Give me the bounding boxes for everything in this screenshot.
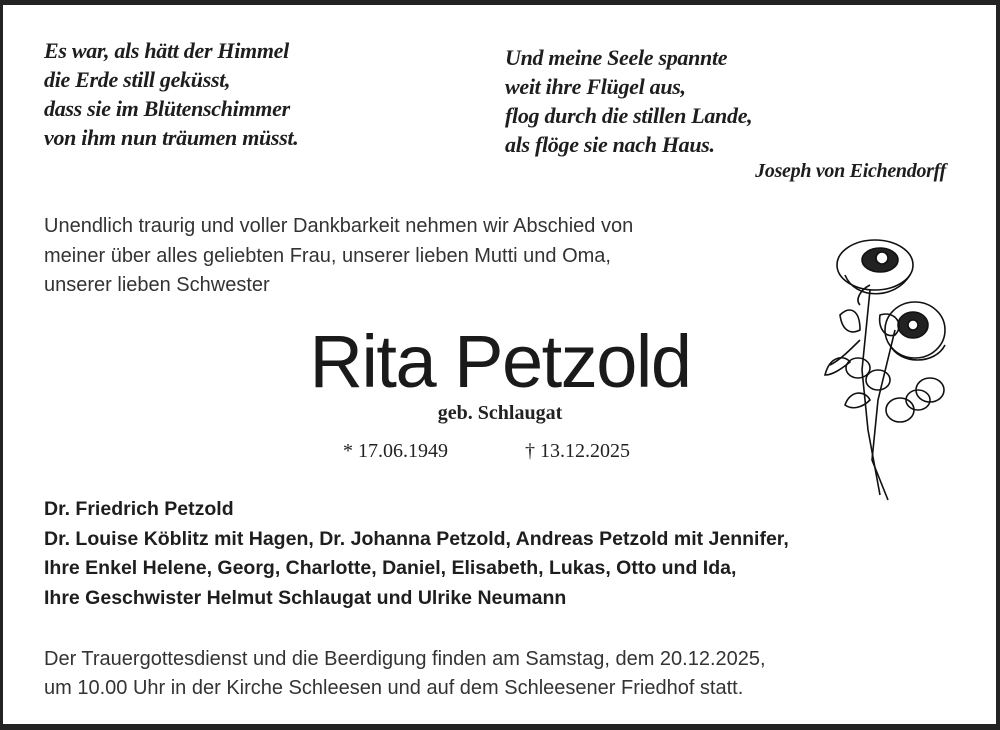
poem-line: Es war, als hätt der Himmel: [44, 38, 289, 63]
service-line: um 10.00 Uhr in der Kirche Schleesen und auf dem Schleesener Friedhof statt.: [44, 677, 744, 699]
obituary-card: [3, 5, 996, 724]
poem-line: weit ihre Flügel aus,: [505, 74, 686, 99]
poem-line: Und meine Seele spannte: [505, 45, 728, 70]
family-line: Dr. Louise Köblitz mit Hagen, Dr. Johanna Petzold, Andreas Petzold mit Jennifer,: [44, 527, 789, 550]
poem-line: flog durch die stillen Lande,: [505, 103, 753, 128]
poem-right: [505, 43, 752, 159]
family-line: Dr. Friedrich Petzold: [44, 498, 234, 520]
service-line: Der Trauergottesdienst und die Beerdigung finden am Samstag, dem 20.12.2025,: [44, 648, 766, 670]
intro-line: meiner über alles geliebten Frau, unserer lieben Mutti und Oma,: [44, 244, 611, 267]
intro-line: unserer lieben Schwester: [44, 274, 270, 296]
poem-line: dass sie im Blütenschimmer: [44, 96, 290, 121]
deceased-name: Rita Petzold: [309, 320, 691, 403]
poem-line: die Erde still geküsst,: [44, 67, 231, 92]
intro-line: Unendlich traurig und voller Dankbarkeit nehmen wir Abschied von: [44, 215, 634, 237]
poem-line: von ihm nun träumen müsst.: [44, 125, 299, 150]
poem-left: [44, 36, 298, 152]
family-line: Ihre Geschwister Helmut Schlaugat und Ulrike Neumann: [44, 587, 567, 610]
family-line: Ihre Enkel Helene, Georg, Charlotte, Daniel, Elisabeth, Lukas, Otto und Ida,: [44, 557, 737, 580]
maiden-name: geb. Schlaugat: [437, 402, 563, 424]
death-date: † 13.12.2025: [525, 440, 630, 462]
intro-text: [44, 212, 633, 301]
poem-line: als flöge sie nach Haus.: [505, 132, 715, 157]
birth-date: * 17.06.1949: [343, 440, 448, 462]
rose-illustration-icon: [800, 230, 950, 505]
service-info: [44, 645, 766, 703]
family-list: [44, 495, 789, 614]
poem-author: Joseph von Eichendorff: [755, 160, 946, 182]
